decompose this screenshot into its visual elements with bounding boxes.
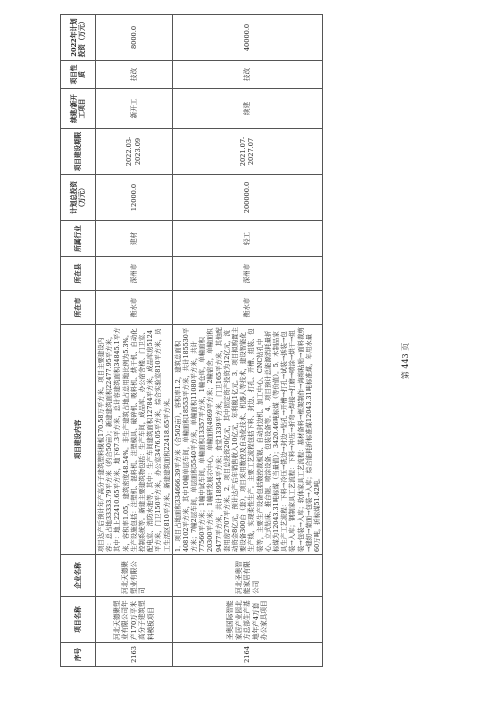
cell-type: 新开工 (96, 89, 173, 129)
cell-county: 深州市 (172, 257, 322, 291)
header-content: 项目建设内容 (61, 325, 96, 555)
table-row (172, 15, 322, 667)
header-industry: 所属行业 (61, 221, 96, 257)
cell-total-investment: 12000.0 (96, 175, 173, 221)
cell-content: 1．项目占地面积334666.39平方米（合502亩），容积率1.2，建筑总面积408102平方米，其中10幢单层车间，单幢面积18553平方米，共计185530平方米；7幢2层车间，单层面积5540平方米，单幢面积11080平方米，共计77560平方米；1幢中试车间，单幢面积13357平方米，1幢仓库，单幢面积20300平方米；1幢研发展示中心，单幢面积4869平方米；2幢宿舍，单幢面积9477平方米，共计18954平方米；食堂1339平方米，门卫165平方米，其他配套用房2707平方米。2．项目总投资20亿元，其中固定资产投资为12亿元，流动资金8亿元，预计达产后年销售收入10亿元，年利税1亿元。3．项目拟购置主要设备300台（套），项目采用数控及自动化技术、机器人等技术，建设智能化生产线，实现柔性生产。主要工艺流程包括下料、封边、打孔、开槽、组装、包装等，主要生产设备包括数控裁板锯、自动封边机、加工中心、CNC钻孔中心、立式钻床、推台锯、喷涂设备、包装设备等。4．项目预计总能源消耗量折标煤为12043.31吨标煤（当量值）；3420.46吨标煤（等价值）。5．木制品家具生产工艺流程：下料→冷压→铣边→封边→钻孔→开槽→打孔→试装→拆装→包装→入库；钢制家具工艺流程：下料→冲压→折弯→焊接→打磨→喷涂→烘干→组装→包装→入库；软体家具工艺流程：基材备料→框架制作→海绵粘贴→面料裁剪→缝纫→蒙面→包装→入库；综合能耗折标准煤12043.31吨标准煤，年用水量60万吨，折标煤51.42吨。 (172, 325, 322, 555)
header-county: 所在县 (61, 257, 96, 291)
page-number: 第 443 页 (401, 342, 410, 380)
header-project-name: 项目名称 (61, 597, 96, 643)
table-header-row (61, 15, 96, 667)
cell-total-investment: 200000.0 (172, 175, 322, 221)
cell-nature: 技改 (172, 61, 322, 89)
header-nature: 项目性质 (61, 61, 96, 89)
project-table (60, 14, 323, 667)
header-city: 所在市 (61, 291, 96, 325)
header-seq: 序号 (61, 643, 96, 667)
cell-company: 河北天德聚塑业有限公司 (96, 555, 173, 597)
header-total-investment: 计划总投资（万元） (61, 175, 96, 221)
header-plan-2022: 2022年计划投资（万元） (61, 15, 96, 61)
cell-plan-2022: 40000.0 (172, 15, 322, 61)
table-row (96, 15, 173, 667)
header-company: 企业名称 (61, 555, 96, 597)
cell-county: 深州市 (96, 257, 173, 291)
cell-period: 2022.03-2023.09 (96, 129, 173, 175)
cell-content: 项目达产后预计年产高分子建筑塑料模板170.58万平方米。项目主要建设内容：总占地33333.79平方米（约合50亩）；新建建筑面积22477.95平方米，其中：地上22410.65平方米，地下67.3平方米，总计容建筑面积34845.1平方米，容积率1.05，建筑密度48.54%。非生产建筑占地占总用地比例为5.3%。生产设施包括：注塑机、混料机、注塑模具、破碎机、吸料机、烘干机、自动化控制系统等。新建主要建筑物包括：生产车间，成品库、办公宿舍楼、门卫室、配电室、消防水池等，其中：生产车间建筑面积12784平方米，成品库房5124平方米，门卫150平方米，办公室3476.05平方米，综合实验室810平方米，员工生活区810平方米。新建建筑面积22418.65平方米。 (96, 325, 173, 555)
cell-type: 续建 (172, 89, 322, 129)
header-period: 项目建设期限 (61, 129, 96, 175)
cell-city: 衡水市 (172, 291, 322, 325)
cell-city: 衡水市 (96, 291, 173, 325)
header-type: 续建/新开工项目 (61, 89, 96, 129)
cell-period: 2021.07-2027.07 (172, 129, 322, 175)
cell-plan-2022: 8000.0 (96, 15, 173, 61)
cell-seq: 2163 (96, 643, 173, 667)
cell-company: 河北圣奥智能家居有限公司 (172, 555, 322, 597)
rotated-page (40, 0, 494, 707)
cell-project-name: 河北天德聚塑业有限公司年产170万平米高分子建筑塑料模板项目 (96, 597, 173, 643)
cell-industry: 轻工 (172, 221, 322, 257)
cell-nature: 技改 (96, 61, 173, 89)
cell-industry: 建材 (96, 221, 173, 257)
cell-project-name: 圣奥国际智能家居产业园北方总部生产基地年产4万套办公家具项目 (172, 597, 322, 643)
cell-seq: 2164 (172, 643, 322, 667)
